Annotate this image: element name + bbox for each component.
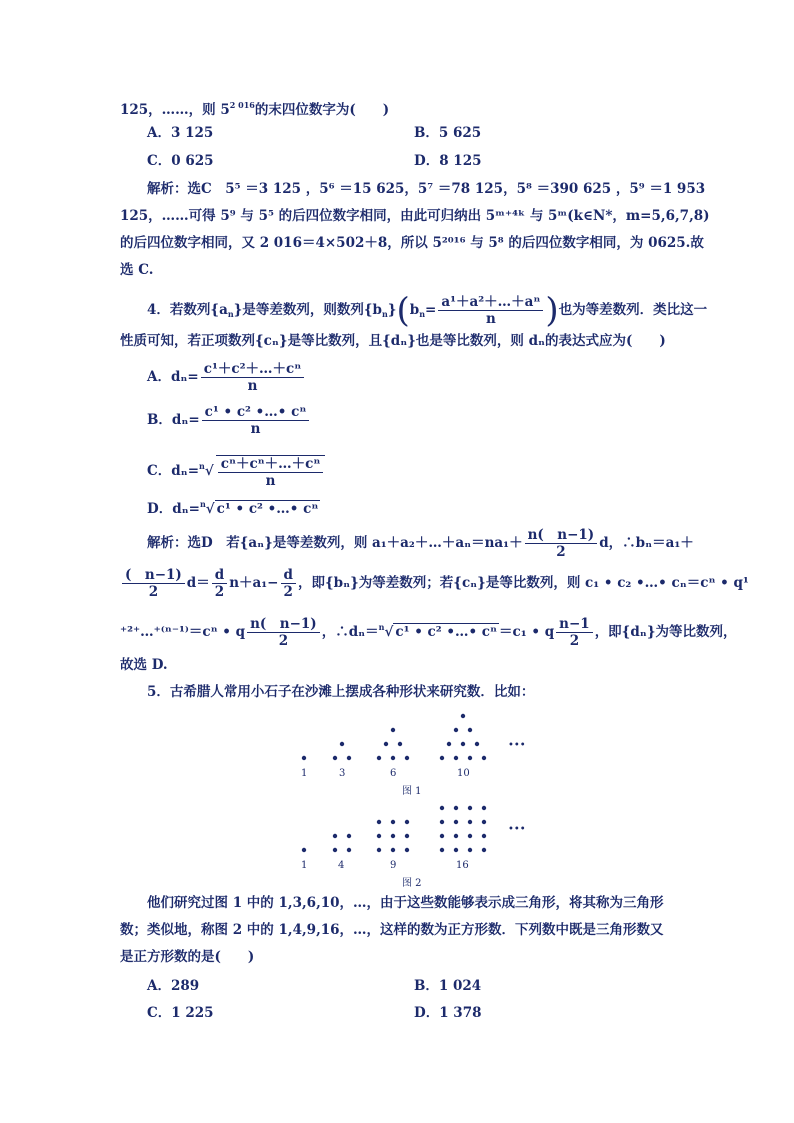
q4-solution-line-1 bbox=[147, 526, 694, 560]
q4-solution-text-3b: ，∴dₙ＝ bbox=[321, 624, 379, 640]
figure-1-ellipsis: ••• bbox=[508, 740, 526, 751]
q5-option-b: B．1 024 bbox=[414, 978, 482, 994]
q3-solution-line-3: 的后四位数字相同，又 2 016＝4×502＋8，所以 5²⁰¹⁶ 与 5⁸ 的后四位数字相同，为 0625.故 bbox=[120, 235, 704, 251]
q4-solution-frac-d-den: 2 bbox=[214, 584, 225, 600]
q4-option-b bbox=[147, 403, 311, 437]
q4-solution-frac-4-den: 2 bbox=[569, 633, 580, 649]
q5-stem: 5．古希腊人常用小石子在沙滩上摆成各种形状来研究数．比如： bbox=[147, 684, 535, 700]
q4-solution-line-3: ⁺²⁺…⁺⁽ⁿ⁻¹⁾＝cⁿ • q $\frac{n( n-1)}{2}$ ，∴dₙ＝$^n$√ c¹ • c² •…• cⁿ ＝c₁ • q $\frac{n-1}{2}$ ，即{dₙ}为等比数列， bbox=[120, 616, 737, 649]
q4-formula-numerator: a¹＋a²＋…＋aⁿ bbox=[438, 294, 543, 311]
q5-option-d: D．1 378 bbox=[414, 1005, 482, 1021]
figure-2-ellipsis: ••• bbox=[508, 824, 526, 835]
q3-option-d: D．8 125 bbox=[414, 153, 482, 169]
q4-stem-line-2: 性质可知，若正项数列{cₙ}是等比数列，且{dₙ}也是等比数列，则 dₙ的表达式应为( ) bbox=[120, 333, 666, 349]
q4-option-c: C．dₙ=$^n$√ $\frac{\text{cⁿ＋cⁿ＋…＋cⁿ}}{n}$ bbox=[147, 448, 327, 489]
figure-1-label-10: 10 bbox=[457, 768, 470, 779]
q3-stem bbox=[120, 95, 389, 120]
figure-2-square-numbers bbox=[290, 798, 540, 890]
q3-option-a: A．3 125 bbox=[147, 125, 214, 141]
figure-2-label-9: 9 bbox=[390, 860, 397, 871]
q3-stem-tail: 的末四位数字为( ) bbox=[254, 102, 390, 118]
q4-solution-frac-4-num: n−1 bbox=[556, 616, 593, 633]
q4-solution-text-1a: 解析：选D 若{aₙ}是等差数列，则 a₁＋a₂＋…＋aₙ＝na₁＋ bbox=[147, 535, 523, 551]
q4-solution-frac-d2-den: 2 bbox=[283, 584, 293, 600]
q5-option-a: A．289 bbox=[147, 978, 200, 994]
q3-stem-exponent: 2 016 bbox=[229, 100, 255, 110]
q4-option-c-denominator: n bbox=[265, 472, 276, 489]
q5-paragraph-line-1: 他们研究过图 1 中的 1,3,6,10，…，由于这些数能够表示成三角形，将其称为三角形 bbox=[147, 895, 664, 911]
q4-option-d-label: D．dₙ= bbox=[147, 501, 200, 517]
figure-1-label-6: 6 bbox=[390, 768, 397, 779]
q4-option-a bbox=[147, 360, 306, 394]
q4-option-c-label: C．dₙ= bbox=[147, 463, 200, 479]
q4-stem-a: 4．若数列{a bbox=[147, 302, 228, 318]
q4-solution-text-2b: n＋a₁− bbox=[229, 575, 279, 591]
q4-solution-frac-2-num: ( n−1) bbox=[122, 567, 185, 584]
q4-solution-frac-3-num: n( n−1) bbox=[247, 616, 320, 633]
figure-1-label-3: 3 bbox=[339, 768, 346, 779]
q3-solution-line-2: 125，……可得 5⁹ 与 5⁵ 的后四位数字相同，由此可归纳出 5ᵐ⁺⁴ᵏ 与 5ᵐ(k∈N*，m=5,6,7,8) bbox=[120, 208, 710, 224]
q5-paragraph-line-3: 是正方形数的是( ) bbox=[120, 949, 255, 965]
q3-solution-line-1: 解析：选C 5⁵ ＝3 125 ，5⁶ ＝15 625，5⁷ ＝78 125，5⁸ ＝390 625 ，5⁹ ＝1 953 bbox=[147, 181, 706, 197]
q4-option-a-label: A．dₙ= bbox=[147, 369, 199, 385]
q4-solution-text-3c: ＝c₁ • q bbox=[499, 624, 555, 640]
q4-option-d-radicand: c¹ • c² •…• cⁿ bbox=[216, 501, 319, 517]
q4-solution-frac-d-num: d bbox=[212, 567, 227, 584]
q5-option-c: C．1 225 bbox=[147, 1005, 214, 1021]
q4-stem-c: 也为等差数列．类比这一 bbox=[558, 302, 708, 318]
q4-stem-fraction bbox=[438, 294, 543, 327]
figure-1-label-1: 1 bbox=[301, 768, 308, 779]
q4-formula-denominator: n bbox=[485, 311, 496, 327]
q4-solution-frac-3-den: 2 bbox=[278, 633, 289, 649]
q4-solution-frac-1-num: n( n−1) bbox=[525, 527, 598, 544]
q3-solution-line-4: 选 C. bbox=[120, 262, 154, 278]
q3-option-c: C．0 625 bbox=[147, 153, 214, 169]
q4-solution-text-3a: ⁺²⁺…⁺⁽ⁿ⁻¹⁾＝cⁿ • q bbox=[120, 624, 246, 640]
q4-solution-radicand: c¹ • c² •…• cⁿ bbox=[395, 624, 498, 640]
q4-solution-frac-1-den: 2 bbox=[556, 544, 566, 560]
q4-solution-line-2 bbox=[120, 566, 749, 600]
q4-solution-text-2a: d＝ bbox=[186, 575, 210, 591]
q4-solution-text-1b: d，∴bₙ＝a₁＋ bbox=[599, 535, 694, 551]
figure-1-caption: 图 1 bbox=[402, 786, 422, 797]
q5-paragraph-line-2: 数；类似地，称图 2 中的 1,4,9,16，…，这样的数为正方形数．下列数中既是三角形数又 bbox=[120, 922, 664, 938]
q4-option-d: D．dₙ=$^n$√ c¹ • c² •…• cⁿ bbox=[147, 499, 319, 517]
q4-solution-text-3d: ，即{dₙ}为等比数列， bbox=[594, 624, 737, 640]
figure-2-label-4: 4 bbox=[338, 860, 345, 871]
figure-2-label-16: 16 bbox=[456, 860, 469, 871]
q4-solution-frac-2-den: 2 bbox=[148, 584, 159, 600]
q4-stem-line-1: 4．若数列$\{a_n\}$是等差数列，则数列$\{b_n\}(b_n=$ $\frac{\text{a¹＋a²＋…＋aⁿ}}{n}$ )也为等差数列．类比这一 bbox=[147, 290, 708, 331]
q4-option-a-numerator: c¹＋c²＋…＋cⁿ bbox=[201, 361, 305, 378]
q4-option-b-numerator: c¹ • c² •…• cⁿ bbox=[202, 404, 310, 421]
figure-1-triangular-numbers bbox=[290, 708, 540, 798]
q4-option-b-denominator: n bbox=[250, 421, 261, 437]
figure-2-caption: 图 2 bbox=[402, 878, 422, 889]
q4-stem-b: }是等差数列，则数列{b bbox=[233, 302, 382, 318]
q4-option-a-denominator: n bbox=[247, 378, 258, 394]
q3-option-b: B．5 625 bbox=[414, 125, 482, 141]
q4-solution-text-2c: ，即{bₙ}为等差数列；若{cₙ}是等比数列，则 c₁ • c₂ •…• cₙ＝cⁿ • q¹ bbox=[297, 575, 749, 591]
q4-solution-line-4: 故选 D. bbox=[120, 657, 168, 673]
q3-stem-text: 125，……，则 5 bbox=[120, 102, 230, 118]
q4-option-b-label: B．dₙ= bbox=[147, 412, 200, 428]
q4-option-c-numerator: cⁿ＋cⁿ＋…＋cⁿ bbox=[218, 456, 324, 473]
figure-2-label-1: 1 bbox=[301, 860, 308, 871]
q4-solution-frac-d2-num: d bbox=[281, 567, 296, 584]
